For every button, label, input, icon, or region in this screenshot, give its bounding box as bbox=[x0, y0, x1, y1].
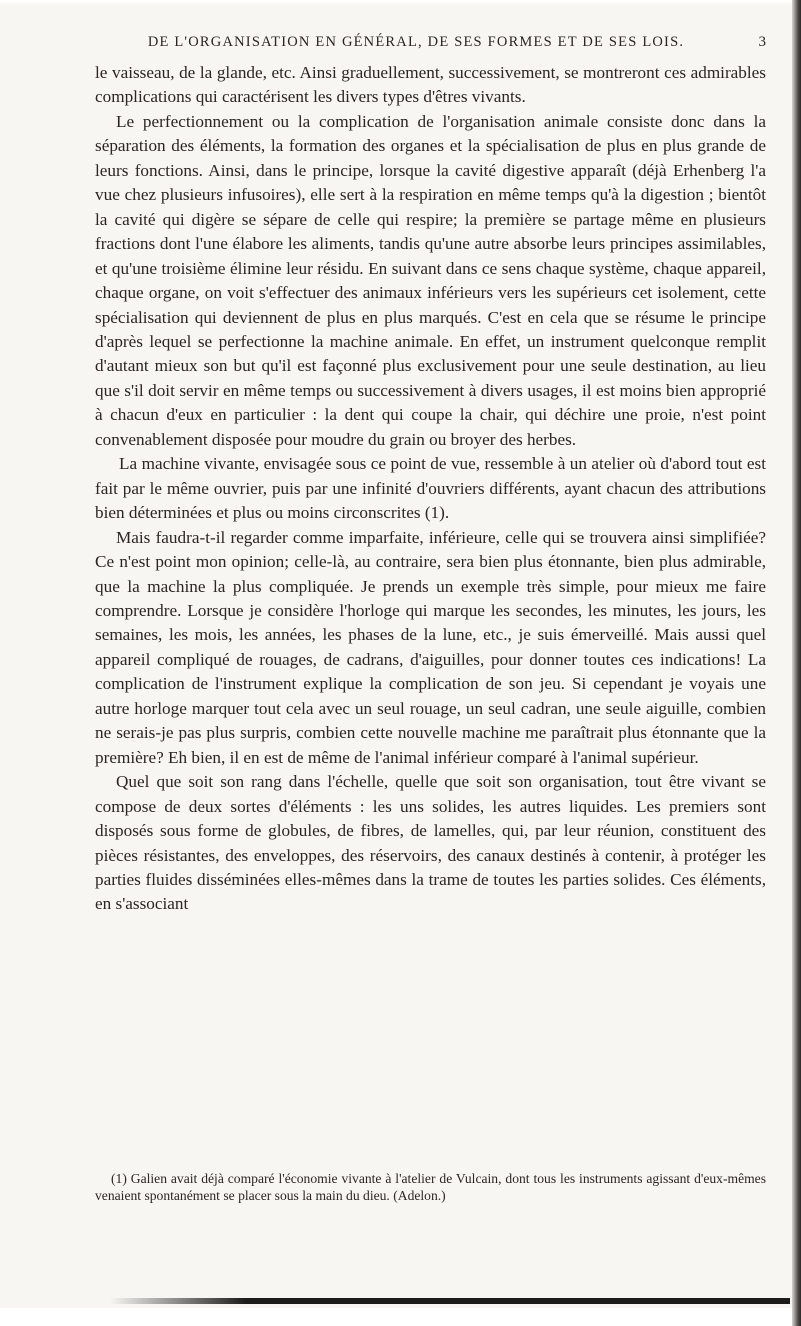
scan-shadow-bar bbox=[110, 1298, 790, 1304]
scan-edge-right bbox=[792, 0, 801, 1326]
paragraph-machine-vivante: La machine vivante, envisagée sous ce point de vue, ressemble à un atelier où d'abord tout est fait par le même ouvrier, puis par une infinité d'ouvriers différents, ayant chacun des attributions bien déterminées et plus ou moins circonscrites (1). bbox=[95, 454, 766, 523]
footnote-text: (1) Galien avait déjà comparé l'économie vivante à l'atelier de Vulcain, dont tous les instruments agissant d'eux-mêmes venaient spontanément se placer sous la main du dieu. (Adelon.) bbox=[95, 1171, 766, 1203]
page-number: 3 bbox=[758, 34, 766, 50]
page-header bbox=[96, 34, 766, 56]
paragraph-horloge: Mais faudra-t-il regarder comme imparfaite, inférieure, celle qui se trouvera ainsi simplifiée? Ce n'est point mon opinion; celle-là, au contraire, sera bien plus étonnante, bien plus admirable, que la machine la plus compliquée. Je prends un exemple très simple, pour mieux me faire comprendre. Lorsque je considère l'horloge qui marque les secondes, les minutes, les jours, les semaines, les mois, les années, les phases de la lune, etc., je suis émerveillé. Mais aussi quel appareil compliqué de rouages, de cadrans, d'aiguilles, pour donner toutes ces indications! La complication de l'instrument explique la complication de son jeu. Si cependant je voyais une autre horloge marquer tout cela avec un seul rouage, un seul cadran, une seule aiguille, combien ne serais-je pas plus surpris, combien cette nouvelle machine me paraîtrait plus étonnante que la première? Eh bien, il en est de même de l'animal inférieur comparé à l'animal supérieur. bbox=[95, 527, 766, 767]
footnote bbox=[95, 1170, 766, 1204]
paragraph-elements: Quel que soit son rang dans l'échelle, quelle que soit son organisation, tout être vivant se compose de deux sortes d'éléments : les uns solides, les autres liquides. Les premiers sont disposés sous forme de globules, de fibres, de lamelles, qui, par leur réunion, constituent des pièces résistantes, des enveloppes, des réservoirs, des canaux destinés à contenir, à protéger les parties fluides disséminées elles-mêmes dans la trame de toutes les parties solides. Ces éléments, en s'associant bbox=[95, 772, 766, 914]
paragraph-perfectionnement: Le perfectionnement ou la complication de l'organisation animale consiste donc dans la séparation des éléments, la formation des organes et la spécialisation de plus en plus grande de leurs fonctions. Ainsi, dans le principe, lorsque la cavité digestive apparaît (déjà Erhenberg l'a vue chez plusieurs infusoires), elle sert à la respiration en même temps qu'à la digestion ; bientôt la cavité qui digère se sépare de celle qui respire; la première se partage même en plusieurs fractions dont l'une élabore les aliments, tandis qu'une autre absorbe leurs principes assimilables, et qu'une troisième élimine leur résidu. En suivant dans ce sens chaque système, chaque appareil, chaque organe, on voit s'effectuer des animaux inférieurs vers les supérieurs cet isolement, cette spécialisation qui deviennent de plus en plus marqués. C'est en cela que se résume le principe d'après lequel se perfectionne la machine animale. En effet, un instrument quelconque remplit d'autant mieux son but qu'il est façonné plus exclusivement pour une seule destination, au lieu que s'il doit servir en même temps ou successivement à divers usages, il est moins bien approprié à chacun d'eux en particulier : la dent qui coupe la chair, qui déchire une proie, n'est point convenablement disposée pour moudre du grain ou broyer des herbes. bbox=[95, 111, 766, 449]
scan-edge-top bbox=[0, 0, 801, 6]
running-head: DE L'ORGANISATION EN GÉNÉRAL, DE SES FORMES ET DE SES LOIS. bbox=[147, 34, 685, 50]
paragraph-continuation: le vaisseau, de la glande, etc. Ainsi graduellement, successivement, se montreront ces admirables complications qui caractérisent les divers types d'êtres vivants. bbox=[95, 63, 766, 107]
scan-edge-bottom bbox=[0, 1308, 801, 1326]
body-text bbox=[95, 61, 766, 917]
